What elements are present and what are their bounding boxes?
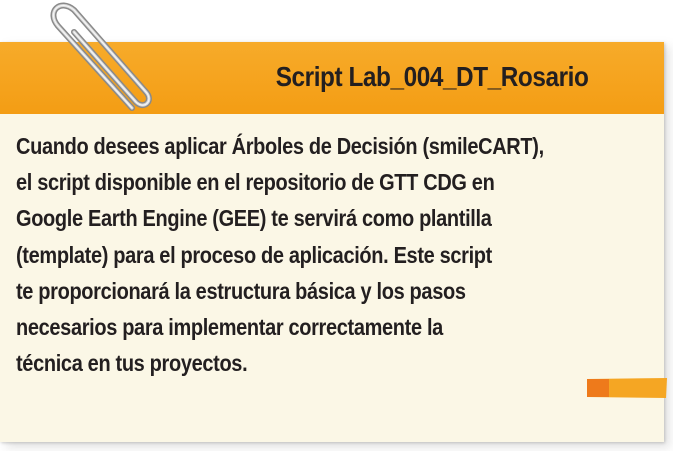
orange-tab-icon	[587, 378, 667, 398]
note-line: Google Earth Engine (GEE) te servirá como plantilla	[16, 205, 492, 232]
note-line: necesarios para implementar correctamente la	[16, 314, 443, 341]
note-line: (template) para el proceso de aplicación. Este script	[16, 241, 492, 268]
paperclip-icon	[28, 0, 158, 116]
note-line: técnica en tus proyectos.	[16, 350, 248, 377]
note-body	[16, 128, 569, 381]
note-line: el script disponible en el repositorio de GTT CDG en	[16, 169, 495, 196]
note-line: te proporcionará la estructura básica y los pasos	[16, 277, 466, 304]
note-line: Cuando desees aplicar Árboles de Decisión (smileCART),	[16, 133, 544, 159]
note-title: Script Lab_004_DT_Rosario	[275, 61, 588, 92]
